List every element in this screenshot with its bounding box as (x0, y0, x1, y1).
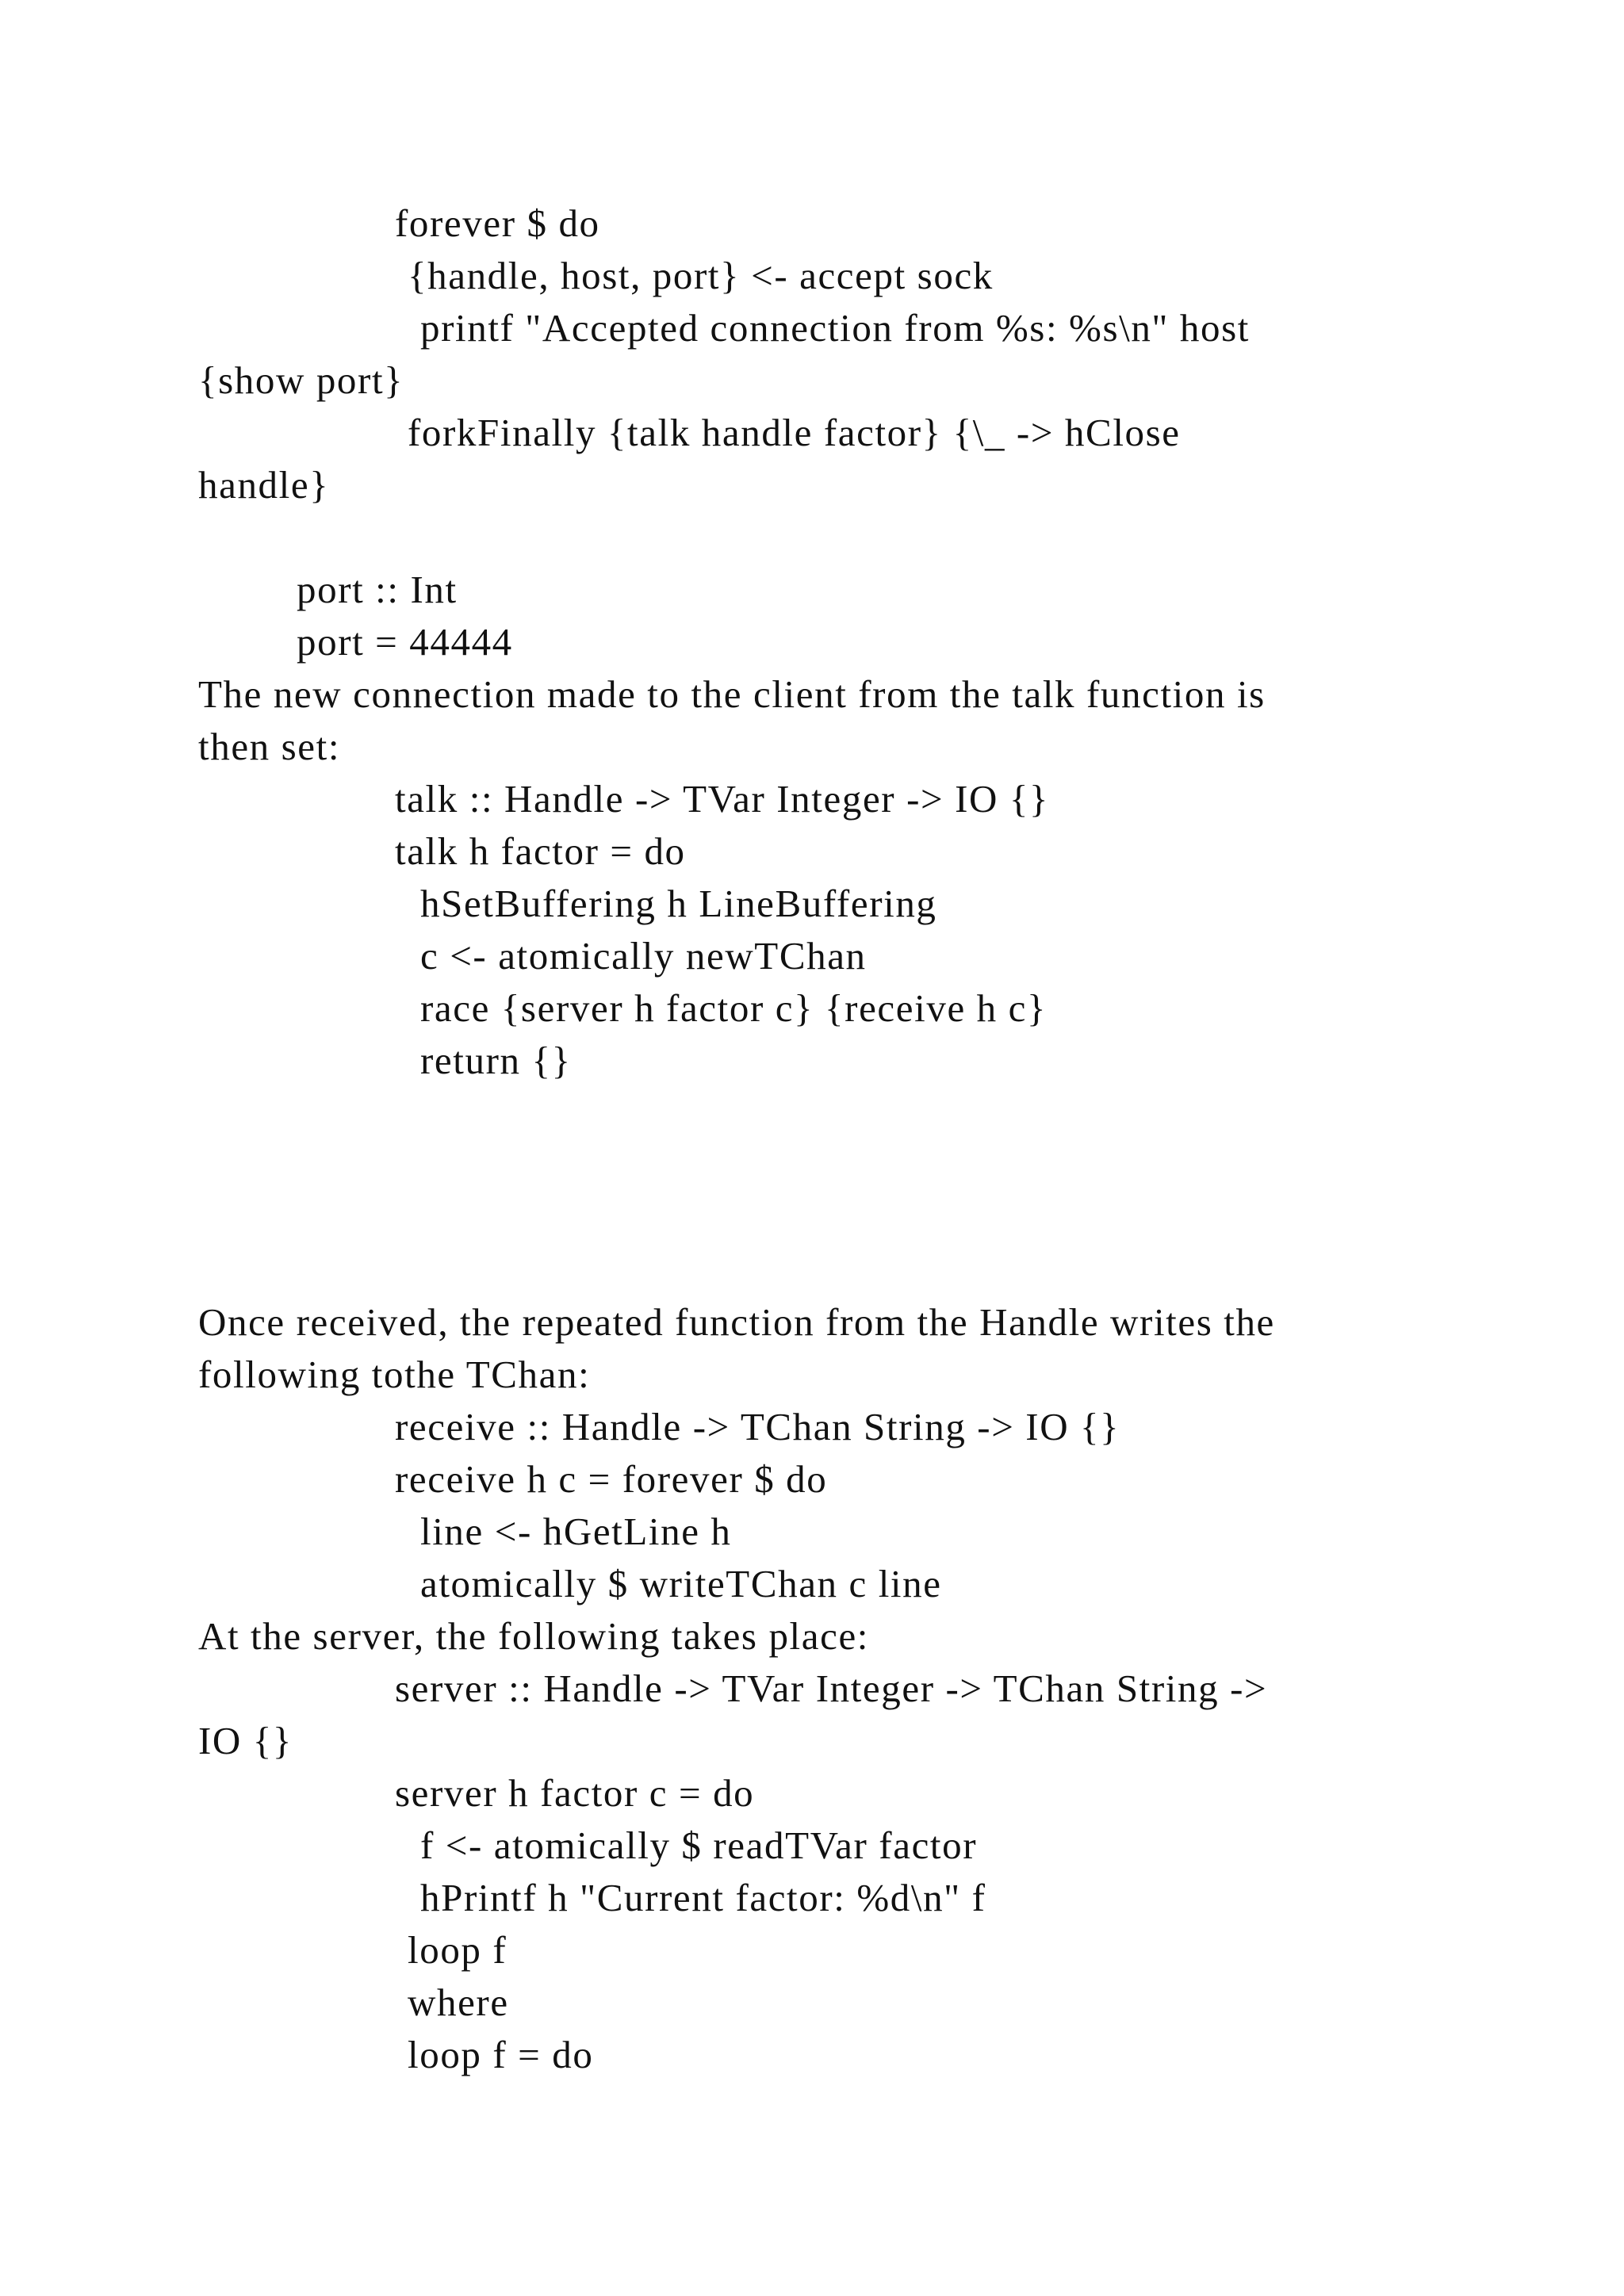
text-line: talk :: Handle -> TVar Integer -> IO {} (395, 777, 1050, 821)
text-line: port = 44444 (297, 620, 513, 664)
text-line: forkFinally {talk handle factor} {\_ -> hClose (408, 411, 1181, 454)
text-line: line <- hGetLine h (420, 1510, 732, 1553)
text-line: At the server, the following takes place: (198, 1614, 870, 1658)
text-line: loop f = do (408, 2033, 594, 2076)
text-line: return {} (420, 1039, 572, 1082)
text-line: f <- atomically $ readTVar factor (420, 1823, 978, 1867)
text-line: where (408, 1980, 509, 2024)
text-line: atomically $ writeTChan c line (420, 1562, 942, 1605)
text-line: hSetBuffering h LineBuffering (420, 882, 937, 925)
text-line: receive :: Handle -> TChan String -> IO {} (395, 1405, 1120, 1448)
text-line: server h factor c = do (395, 1771, 755, 1815)
text-line: forever $ do (395, 201, 600, 245)
text-line: IO {} (198, 1719, 293, 1762)
text-line: port :: Int (297, 568, 458, 611)
text-line: The new connection made to the client from the talk function is (198, 672, 1266, 716)
text-line: handle} (198, 463, 330, 507)
text-line: server :: Handle -> TVar Integer -> TChan String -> (395, 1667, 1268, 1710)
text-line: receive h c = forever $ do (395, 1457, 828, 1501)
text-line: loop f (408, 1928, 508, 1972)
text-line: race {server h factor c} {receive h c} (420, 986, 1048, 1030)
text-line: Once received, the repeated function from the Handle writes the (198, 1300, 1275, 1344)
text-line: talk h factor = do (395, 829, 686, 873)
text-line: {show port} (198, 358, 404, 402)
text-line: {handle, host, port} <- accept sock (408, 254, 994, 297)
text-line: hPrintf h "Current factor: %d\n" f (420, 1876, 986, 1919)
text-line: c <- atomically newTChan (420, 934, 867, 978)
text-line: printf "Accepted connection from %s: %s\n" host (420, 306, 1250, 350)
text-line: following tothe TChan: (198, 1353, 591, 1396)
text-line: then set: (198, 725, 341, 768)
